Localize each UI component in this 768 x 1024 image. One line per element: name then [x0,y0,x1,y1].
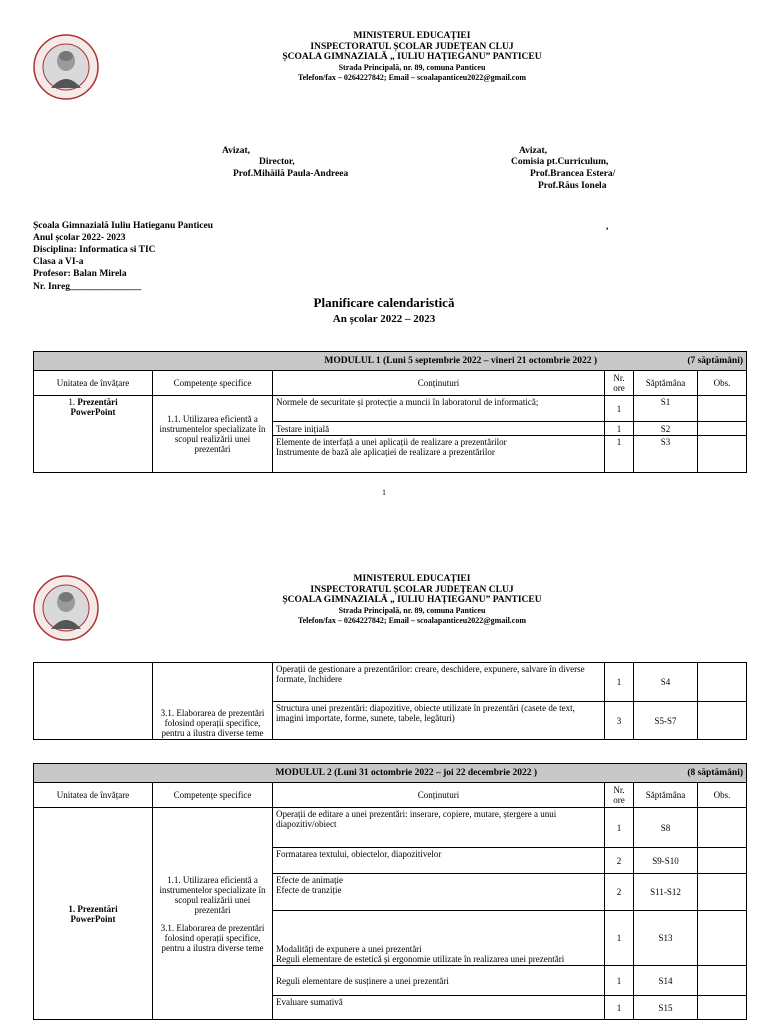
table-row-hours: 2 [605,874,634,911]
table-row-content: Operații de gestionare a prezentărilor: creare, deschidere, expunere, salvare în diverse formate, închidere [273,663,605,702]
table-row-week: S14 [634,966,698,996]
table-row-obs [698,966,747,996]
header-line-inspectorate: INSPECTORATUL ȘCOLAR JUDEȚEAN CLUJ [310,584,514,595]
approval-right-label: Avizat, [519,146,548,156]
module1-continuation-table [33,662,747,740]
header-line-school: ȘCOALA GIMNAZIALĂ „ IULIU HAȚIEGANU” PANTICEU [282,52,542,62]
table-row-obs [698,396,747,422]
approval-left-label: Avizat, [222,146,251,156]
info-registration: Nr. Inreg_______________ [33,282,142,292]
table-row-content: Normele de securitate și protecție a muncii în laboratorul de informatică; [273,396,605,422]
document-title: Planificare calendaristică [313,295,455,310]
table-row-hours: 3 [605,702,634,740]
table-row-hours: 1 [605,396,634,422]
table-row-content: Efecte de animație Efecte de tranziție [273,874,605,911]
col-header-obs: Obs. [698,783,747,808]
module1-table [33,351,747,473]
school-seal-logo [33,34,99,100]
module2-unit-cell: 1. Prezentări PowerPoint [34,808,153,1020]
table-row-week: S13 [634,911,698,966]
table-row-obs [698,996,747,1020]
document-subtitle: An școlar 2022 – 2023 [332,313,436,325]
table-row-hours: 1 [605,911,634,966]
table-row-week: S15 [634,996,698,1020]
col-header-hours: Nr. ore [605,783,634,808]
table-row-hours: 1 [605,436,634,473]
header-line-school: ȘCOALA GIMNAZIALĂ „ IULIU HAȚIEGANU” PANTICEU [282,595,542,605]
info-class: Clasa a VI-a [33,257,84,267]
info-teacher: Profesor: Balan Mirela [33,269,127,279]
table-row-week: S4 [634,663,698,702]
table-row-obs [698,422,747,436]
header-line-inspectorate: INSPECTORATUL ȘCOLAR JUDEȚEAN CLUJ [310,41,514,52]
table-row-week: S1 [634,396,698,422]
table-row-content: Modalități de expunere a unei prezentări Reguli elementare de estetică și ergonomie utilizate în realizarea unei prezentări [273,911,605,966]
module2-competence-cell [153,808,273,1020]
approval-right-role: Comisia pt.Curriculum, [511,157,609,167]
page-number: 1 [382,488,386,497]
approval-right-name-1: Prof.Brancea Estera/ [530,169,616,179]
col-header-unit: Unitatea de învățare [34,783,153,808]
institution-header [200,31,624,84]
table-row-content: Evaluare sumativă [273,996,605,1020]
module1-competence: 1.1. Utilizarea eficientă a instrumentelor specializate în scopul realizării unei prezentări [153,396,273,473]
table-row-week: S5-S7 [634,702,698,740]
approval-left-role: Director, [259,157,295,167]
col-header-content: Conținuturi [273,371,605,396]
table-row-obs [698,663,747,702]
module2-table [33,763,747,1020]
table-row-hours: 1 [605,996,634,1020]
table-row-hours: 1 [605,808,634,848]
col-header-content: Conținuturi [273,783,605,808]
table-row-content: Testare inițială [273,422,605,436]
table-row-week: S8 [634,808,698,848]
module2-header [34,764,747,783]
table-row-obs [698,874,747,911]
col-header-competence: Competențe specifice [153,371,273,396]
header-line-ministry: MINISTERUL EDUCAȚIEI [353,31,471,41]
module2-competence-2: 3.1. Elaborarea de prezentări folosind operații specifice, pentru a ilustra diverse teme [160,922,265,953]
table-row-obs [698,702,747,740]
header-line-address: Strada Principală, nr. 89, comuna Panticeu [338,605,486,615]
table-row-content: Structura unei prezentări: diapozitive, obiecte utilizate în prezentări (casete de text, imagini importate, forme, sunete, tabele, legături) [273,702,605,740]
table-row-hours: 2 [605,848,634,874]
header-line-ministry: MINISTERUL EDUCAȚIEI [353,574,471,584]
info-year: Anul școlar 2022- 2023 [33,233,126,243]
module2-weeks: (8 săptămâni) [687,768,743,778]
table-row-week: S2 [634,422,698,436]
header-line-address: Strada Principală, nr. 89, comuna Panticeu [338,62,486,72]
info-comma: , [606,222,609,232]
table-row-content: Reguli elementare de susținere a unei prezentări [273,966,605,996]
header-line-contact: Telefon/fax – 0264227842; Email – scoalapanticeu2022@gmail.com [297,616,527,625]
header-line-contact: Telefon/fax – 0264227842; Email – scoalapanticeu2022@gmail.com [297,73,527,82]
col-header-unit: Unitatea de învățare [34,371,153,396]
col-header-week: Săptămâna [634,783,698,808]
module1-unit-cell: 1. Prezentări PowerPoint [34,396,153,473]
col-header-week: Săptămâna [634,371,698,396]
table-row-hours: 1 [605,422,634,436]
table-row-week: S9-S10 [634,848,698,874]
table-row-obs [698,436,747,473]
table-row-content: Elemente de interfață a unei aplicații de realizare a prezentărilor Instrumente de bază ale aplicației de realizare a prezentărilor [273,436,605,473]
table-row-week: S11-S12 [634,874,698,911]
continuation-competence: 3.1. Elaborarea de prezentări folosind operații specifice, pentru a ilustra diverse teme [153,663,273,740]
school-seal-logo [33,575,99,641]
info-discipline: Disciplina: Informatica si TIC [33,245,156,255]
module1-title: MODULUL 1 (Luni 5 septembrie 2022 – vineri 21 octombrie 2022 ) [324,356,597,366]
table-row-week: S3 [634,436,698,473]
table-row-content: Operații de editare a unei prezentări: inserare, copiere, mutare, ștergere a unui diapozitiv/obiect [273,808,605,848]
table-row-hours: 1 [605,663,634,702]
col-header-competence: Competențe specifice [153,783,273,808]
module1-weeks: (7 săptămâni) [687,356,743,366]
table-row-obs [698,848,747,874]
module1-header [34,352,747,371]
col-header-hours: Nr. ore [605,371,634,396]
table-row-hours: 1 [605,966,634,996]
continuation-unit-cell [34,663,153,740]
approval-left-name: Prof.Mihăilă Paula-Andreea [233,169,349,179]
module2-title: MODULUL 2 (Luni 31 octombrie 2022 – joi 22 decembrie 2022 ) [275,768,537,778]
table-row-obs [698,911,747,966]
approval-right-name-2: Prof.Răus Ionela [538,181,607,191]
col-header-obs: Obs. [698,371,747,396]
table-row-obs [698,808,747,848]
module2-competence-1: 1.1. Utilizarea eficientă a instrumentelor specializate în scopul realizării unei prezentări [159,874,266,915]
info-school: Școala Gimnazială Iuliu Hatieganu Panticeu [33,221,213,231]
institution-header [200,574,624,627]
table-row-content: Formatarea textului, obiectelor, diapozitivelor [273,848,605,874]
